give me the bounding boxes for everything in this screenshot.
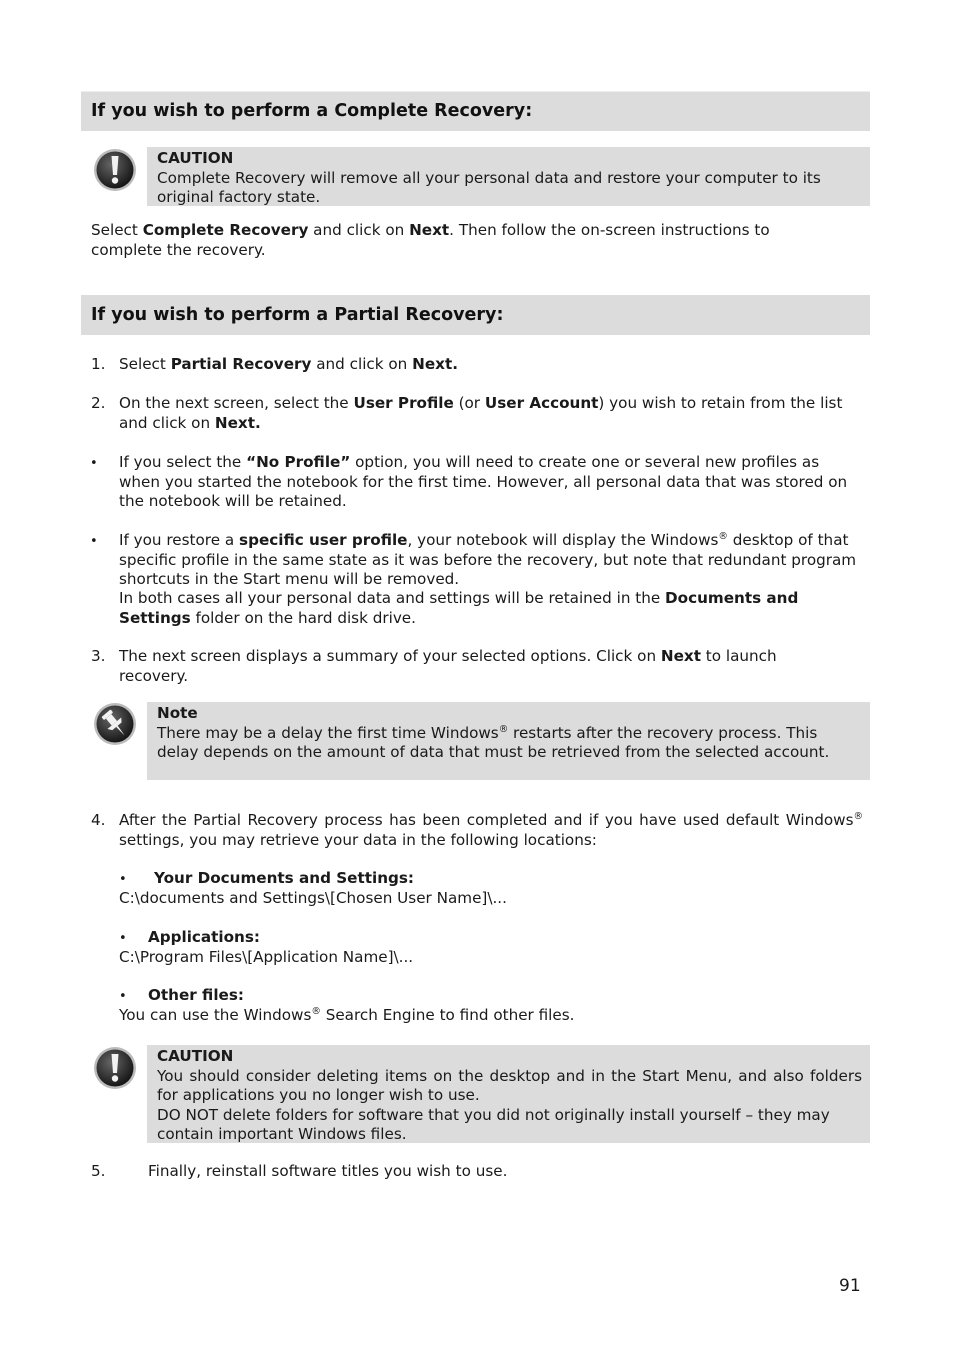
caution-icon bbox=[92, 1045, 138, 1091]
registered-mark: ® bbox=[498, 723, 509, 735]
caution-title: CAUTION bbox=[157, 1047, 234, 1065]
bold-partial-recovery: Partial Recovery bbox=[170, 355, 312, 373]
caution-text: You should consider deleting items on the desktop and in the Start Menu, and also folders for applications you no longer wish to use. bbox=[157, 1066, 862, 1105]
caution-box bbox=[147, 1045, 870, 1143]
text-run: Search Engine to find other files. bbox=[320, 1006, 575, 1024]
caution-text: Complete Recovery will remove all your personal data and restore your computer to its original factory state. bbox=[157, 168, 821, 207]
caution-title: CAUTION bbox=[157, 149, 234, 167]
bullet-no-profile bbox=[119, 453, 854, 512]
text-run: to launch recovery. bbox=[119, 647, 777, 685]
text-run: You can use the Windows bbox=[119, 1006, 312, 1024]
note-text bbox=[157, 724, 862, 763]
step-number: 5. bbox=[91, 1162, 106, 1180]
text-run: There may be a delay the first time Windows bbox=[157, 723, 499, 742]
bullet-specific-profile bbox=[119, 531, 864, 590]
bold-specific-user-profile: specific user profile bbox=[239, 531, 408, 549]
text-run: The next screen displays a summary of your selected options. Click on bbox=[119, 647, 661, 665]
heading-text: If you wish to perform a Complete Recovery: bbox=[91, 101, 533, 121]
bullet-glyph: • bbox=[90, 456, 98, 471]
bullet-glyph: • bbox=[119, 989, 127, 1004]
bold-complete-recovery: Complete Recovery bbox=[142, 221, 309, 239]
step-number: 3. bbox=[91, 647, 106, 665]
bullet-glyph: • bbox=[119, 872, 127, 887]
step-number: 1. bbox=[91, 355, 106, 373]
pushpin-icon bbox=[92, 701, 138, 747]
bold-next: Next bbox=[660, 647, 701, 665]
bold-user-account: User Account bbox=[484, 394, 599, 412]
step-3-text bbox=[119, 647, 844, 686]
note-title: Note bbox=[157, 704, 198, 722]
location-other-files-text bbox=[119, 1006, 574, 1026]
text-run: folder on the hard disk drive. bbox=[190, 608, 416, 627]
heading-text: If you wish to perform a Partial Recovery: bbox=[91, 305, 504, 325]
text-run: Select bbox=[119, 355, 171, 373]
text-run: On the next screen, select the bbox=[119, 394, 354, 412]
bold-documents-and-settings: Documents and Settings bbox=[119, 589, 799, 627]
note-box bbox=[147, 702, 870, 780]
text-run: and click on bbox=[311, 355, 413, 373]
bullet-specific-profile-continued bbox=[119, 589, 854, 628]
bold-next: Next. bbox=[214, 413, 261, 432]
bold-next: Next. bbox=[412, 355, 458, 373]
step-number: 4. bbox=[91, 811, 106, 829]
text-run: . Then follow the on-screen instructions to complete the recovery. bbox=[91, 221, 770, 259]
bold-no-profile: “No Profile” bbox=[246, 453, 351, 471]
text-run: restarts after the recovery process. This delay depends on the amount of data that must be retrieved from the selected account. bbox=[157, 723, 830, 762]
step-5-text: Finally, reinstall software titles you wish to use. bbox=[148, 1162, 508, 1180]
location-documents-path: C:\documents and Settings\[Chosen User Name]\... bbox=[119, 889, 507, 907]
step-2-text bbox=[119, 394, 864, 433]
section-heading-complete-recovery bbox=[81, 91, 870, 131]
text-run: In both cases all your personal data and settings will be retained in the bbox=[119, 589, 666, 607]
text-run: If you select the bbox=[119, 453, 247, 471]
text-run: settings, you may retrieve your data in the following locations: bbox=[119, 830, 597, 849]
text-run: Select bbox=[91, 221, 143, 239]
text-run: ) you wish to retain from the list and click on bbox=[119, 394, 843, 432]
caution-box bbox=[147, 147, 870, 206]
bold-next: Next bbox=[409, 221, 450, 239]
text-run: desktop of that specific profile in the same state as it was before the recovery, but note that redundant program shortcuts in the Start menu will be removed. bbox=[119, 531, 857, 589]
registered-mark: ® bbox=[853, 810, 863, 822]
text-run: option, you will need to create one or several new profiles as when you started the notebook for the first time. However, all personal data that was stored on the notebook will be retained. bbox=[119, 453, 848, 511]
location-applications-path: C:\Program Files\[Application Name]\... bbox=[119, 948, 414, 966]
text-run: If you restore a bbox=[119, 531, 240, 549]
location-applications-label: Applications: bbox=[148, 928, 260, 946]
section-heading-partial-recovery bbox=[81, 295, 870, 335]
text-run: and click on bbox=[308, 221, 410, 239]
registered-mark: ® bbox=[718, 530, 728, 542]
location-other-files-label: Other files: bbox=[148, 986, 244, 1004]
caution-icon bbox=[92, 147, 138, 193]
text-run: (or bbox=[453, 394, 485, 412]
text-run: , your notebook will display the Windows bbox=[407, 531, 719, 549]
registered-mark: ® bbox=[311, 1005, 321, 1017]
step-number: 2. bbox=[91, 394, 106, 412]
step-4-text bbox=[119, 811, 863, 850]
text-run: After the Partial Recovery process has been completed and if you have used default Windows bbox=[119, 811, 854, 829]
step-1-text bbox=[119, 355, 864, 375]
complete-recovery-instructions bbox=[91, 221, 831, 260]
bullet-glyph: • bbox=[90, 534, 98, 549]
page-number: 91 bbox=[839, 1276, 861, 1296]
bold-user-profile: User Profile bbox=[353, 394, 454, 412]
location-documents-label: Your Documents and Settings: bbox=[154, 869, 414, 887]
caution-text: DO NOT delete folders for software that you did not originally install yourself – they may contain important Windows files. bbox=[157, 1105, 830, 1144]
heading-rule bbox=[81, 91, 870, 92]
bullet-glyph: • bbox=[119, 931, 127, 946]
